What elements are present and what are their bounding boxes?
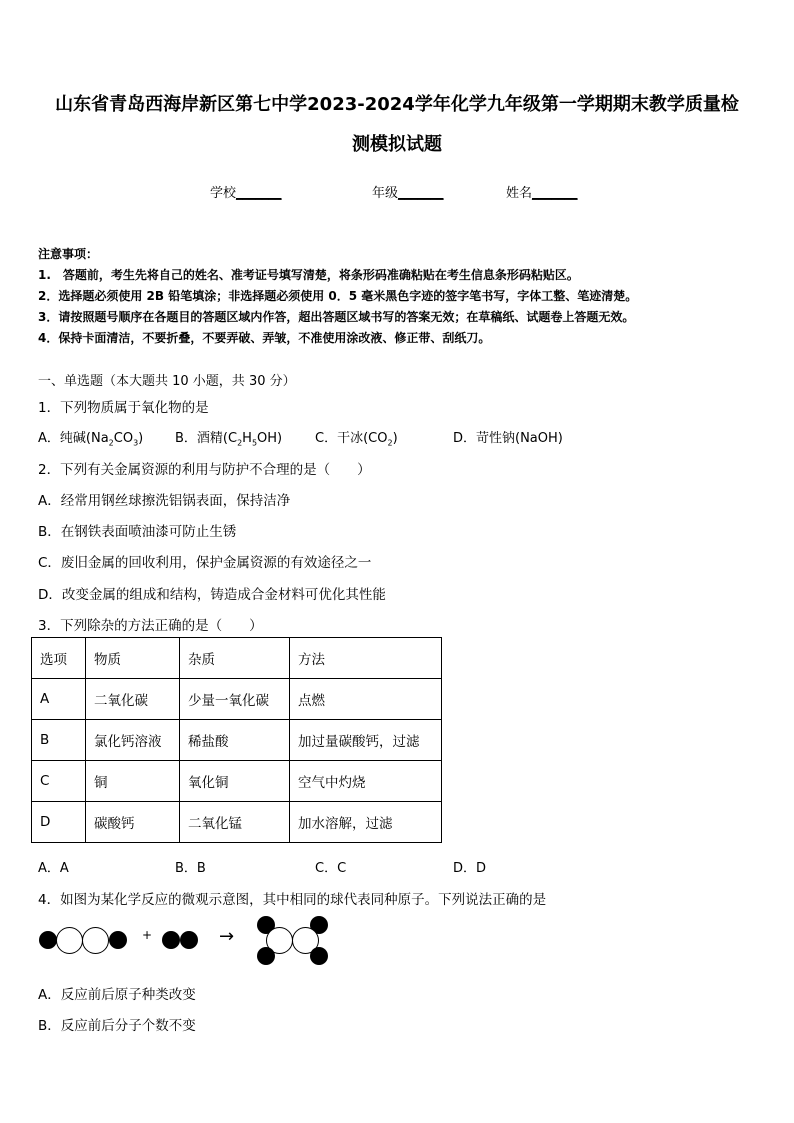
table-cell: 碳酸钙 bbox=[86, 802, 180, 843]
table-header-cell: 方法 bbox=[290, 638, 442, 679]
q2-option-a: A．经常用钢丝球擦洗铝锅表面，保持洁净 bbox=[38, 493, 291, 509]
q2-option-d: D．改变金属的组成和结构，铸造成合金材料可优化其性能 bbox=[38, 587, 386, 603]
table-cell: 稀盐酸 bbox=[180, 720, 290, 761]
black-atom bbox=[162, 931, 180, 949]
q1-option-c: C．干冰$(CO_2)$ bbox=[315, 431, 398, 448]
arrow-icon: → bbox=[219, 926, 235, 947]
q2-stem: 2．下列有关金属资源的利用与防护不合理的是（ ） bbox=[38, 462, 371, 478]
school-label: 学校 bbox=[210, 186, 237, 201]
table-cell: 二氧化碳 bbox=[86, 679, 180, 720]
school-blank: _______ bbox=[236, 186, 282, 201]
q3-table bbox=[31, 637, 442, 843]
table-row bbox=[32, 720, 442, 761]
name-blank: _______ bbox=[532, 186, 578, 201]
table-cell: B bbox=[32, 720, 86, 761]
notice-item: 3．请按照题号顺序在各题目的答题区域内作答，超出答题区域书写的答案无效；在草稿纸、试题卷上答题无效。 bbox=[38, 310, 635, 324]
name-field bbox=[506, 182, 578, 201]
q4-option-a: A．反应前后原子种类改变 bbox=[38, 987, 196, 1003]
exam-title-line1: 山东省青岛西海岸新区第七中学2023-2024学年化学九年级第一学期期末教学质量检 bbox=[55, 94, 739, 115]
school-field bbox=[210, 182, 282, 201]
table-header-row bbox=[32, 638, 442, 679]
black-atom bbox=[39, 931, 57, 949]
table-cell: 空气中灼烧 bbox=[290, 761, 442, 802]
table-cell: D bbox=[32, 802, 86, 843]
table-cell: 点燃 bbox=[290, 679, 442, 720]
table-header-cell: 物质 bbox=[86, 638, 180, 679]
black-atom bbox=[310, 947, 328, 965]
notice-item: 1. 答题前，考生先将自己的姓名、准考证号填写清楚，将条形码准确粘贴在考生信息条形码粘贴区。 bbox=[38, 268, 579, 282]
q3-answer-b: B．B bbox=[175, 861, 206, 876]
black-atom bbox=[257, 947, 275, 965]
table-cell: 少量一氧化碳 bbox=[180, 679, 290, 720]
q2-option-b: B．在钢铁表面喷油漆可防止生锈 bbox=[38, 524, 237, 540]
table-row bbox=[32, 802, 442, 843]
table-row bbox=[32, 761, 442, 802]
q2-option-c: C．废旧金属的回收利用，保护金属资源的有效途径之一 bbox=[38, 555, 372, 571]
q4-option-b: B．反应前后分子个数不变 bbox=[38, 1018, 196, 1034]
q1-option-a: A．纯碱$(Na_2CO_3)$ bbox=[38, 431, 144, 448]
notice-item: 2．选择题必须使用 2B 铅笔填涂；非选择题必须使用 0．5 毫米黑色字迹的签字笔书写，字体工整、笔迹清楚。 bbox=[38, 289, 638, 303]
table-cell: 氧化铜 bbox=[180, 761, 290, 802]
table-cell: 铜 bbox=[86, 761, 180, 802]
grade-blank: _______ bbox=[398, 186, 444, 201]
notice-heading: 注意事项： bbox=[38, 247, 99, 261]
q4-stem: 4．如图为某化学反应的微观示意图，其中相同的球代表同种原子。下列说法正确的是 bbox=[38, 892, 547, 908]
table-cell: C bbox=[32, 761, 86, 802]
notice-item: 4．保持卡面清洁，不要折叠，不要弄破、弄皱，不准使用涂改液、修正带、刮纸刀。 bbox=[38, 331, 491, 345]
table-cell: 加过量碳酸钙，过滤 bbox=[290, 720, 442, 761]
white-atom bbox=[56, 927, 83, 954]
black-atom bbox=[180, 931, 198, 949]
white-atom bbox=[82, 927, 109, 954]
q3-answer-d: D．D bbox=[453, 861, 487, 876]
q1-option-d: D．苛性钠(NaOH) bbox=[453, 431, 563, 446]
grade-field bbox=[372, 182, 444, 201]
q1-stem: 1．下列物质属于氧化物的是 bbox=[38, 400, 209, 416]
section-heading: 一、单选题（本大题共 10 小题，共 30 分） bbox=[38, 374, 296, 389]
table-header-cell: 杂质 bbox=[180, 638, 290, 679]
black-atom bbox=[109, 931, 127, 949]
table-row bbox=[32, 679, 442, 720]
table-cell: 氯化钙溶液 bbox=[86, 720, 180, 761]
table-header-cell: 选项 bbox=[32, 638, 86, 679]
table-cell: 二氧化锰 bbox=[180, 802, 290, 843]
plus-sign: + bbox=[142, 928, 153, 942]
q3-stem: 3．下列除杂的方法正确的是（ ） bbox=[38, 618, 263, 634]
grade-label: 年级 bbox=[372, 186, 399, 201]
q3-answer-a: A．A bbox=[38, 861, 69, 876]
name-label: 姓名 bbox=[506, 186, 533, 201]
q3-answer-c: C．C bbox=[315, 861, 347, 876]
table-cell: 加水溶解，过滤 bbox=[290, 802, 442, 843]
exam-title-line2: 测模拟试题 bbox=[352, 134, 442, 155]
table-cell: A bbox=[32, 679, 86, 720]
q1-option-b: B．酒精$(C_2H_5OH)$ bbox=[175, 431, 283, 448]
